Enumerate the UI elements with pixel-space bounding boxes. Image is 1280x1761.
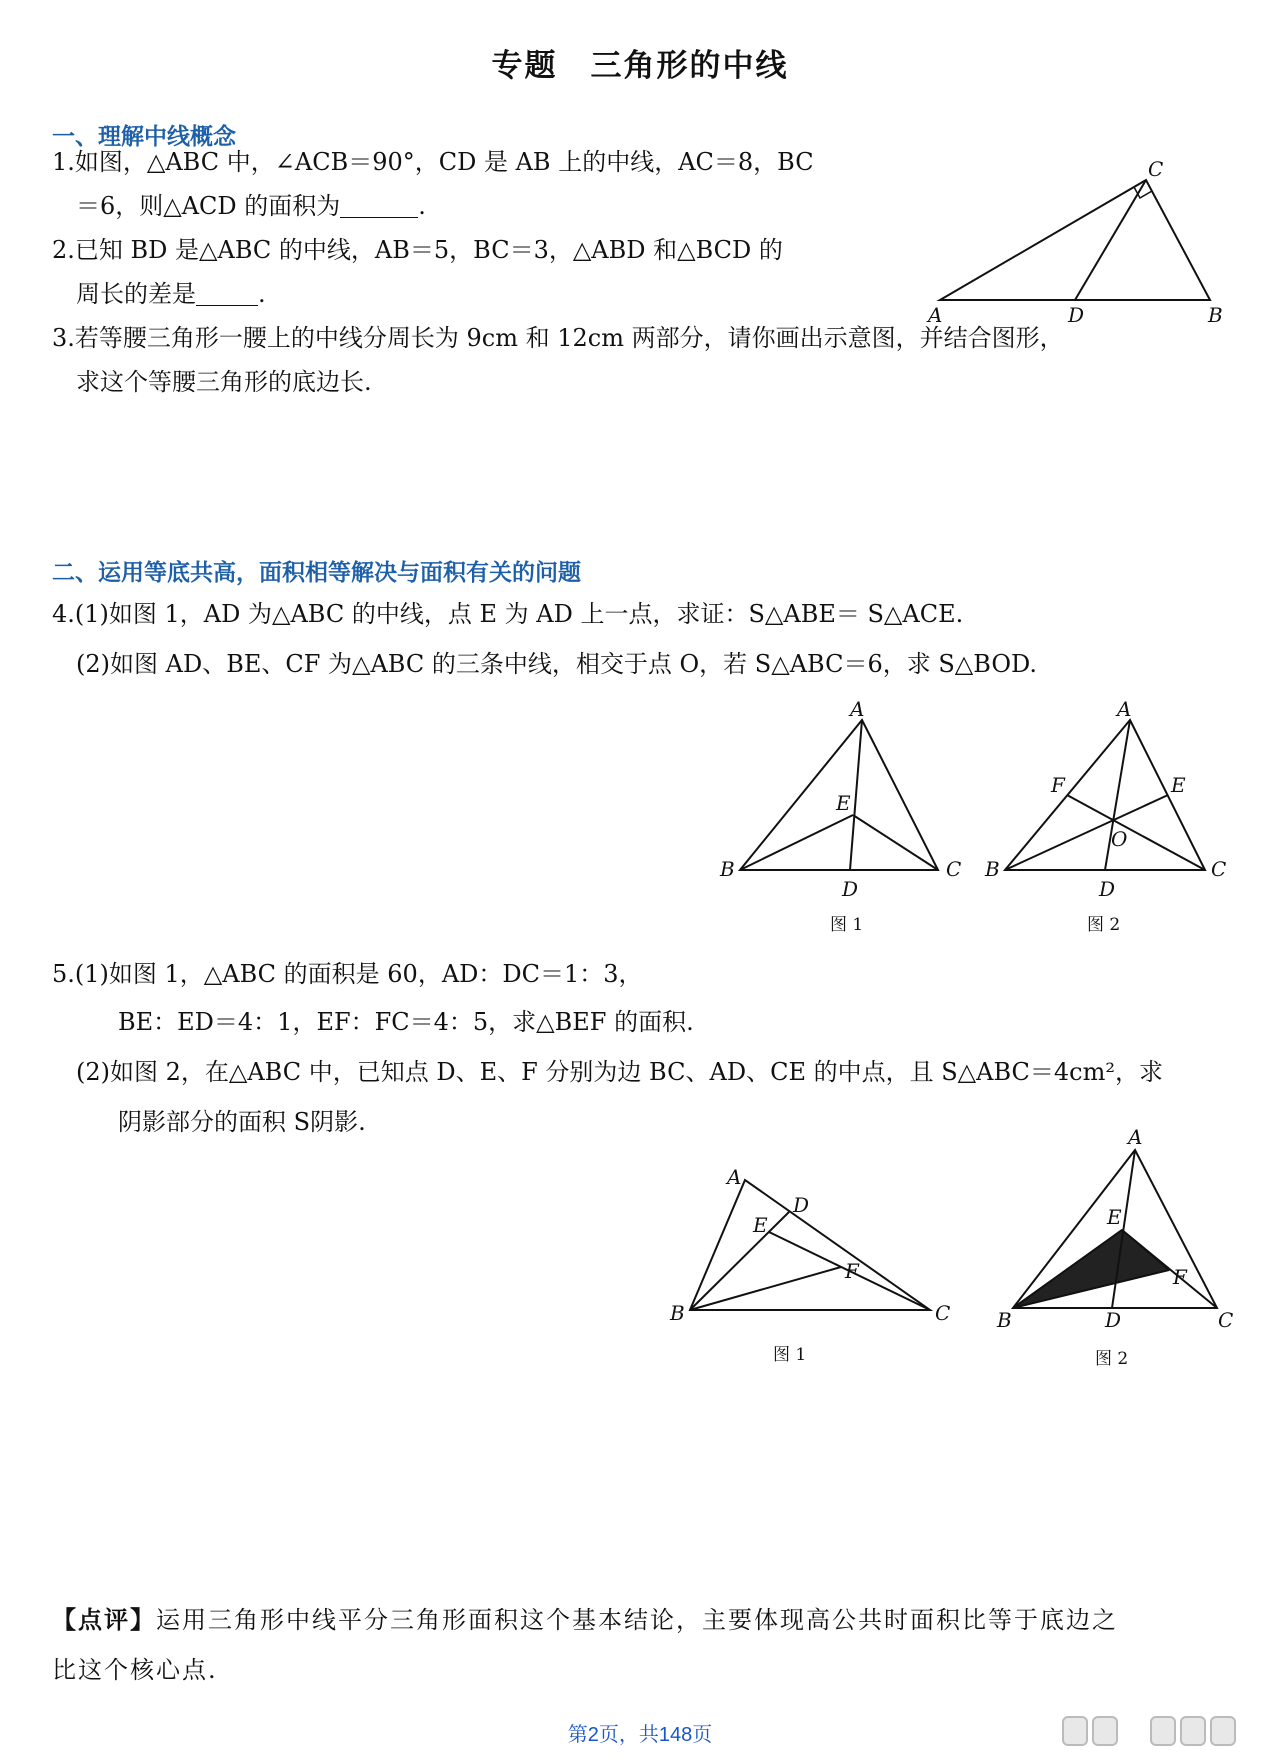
triangle-abc xyxy=(940,180,1210,300)
label-f: F xyxy=(1051,773,1065,797)
label-a: A xyxy=(1128,1125,1143,1149)
label-c: C xyxy=(1218,1308,1234,1332)
question-3-line-2: 求这个等腰三角形的底边长. xyxy=(76,368,372,396)
label-b: B xyxy=(670,1301,685,1325)
question-2-line-1: 2.已知 BD 是△ABC 的中线，AB＝5，BC＝3，△ABD 和△BCD 的 xyxy=(52,236,783,264)
page-title: 专题 三角形的中线 xyxy=(491,48,789,84)
label-d: D xyxy=(1099,877,1116,901)
question-1-period: . xyxy=(418,192,426,220)
viewer-control-icon[interactable] xyxy=(1062,1716,1088,1746)
question-1-line-1: 1.如图，△ABC 中，∠ACB＝90°，CD 是 AB 上的中线，AC＝8，BC xyxy=(52,148,814,176)
viewer-control-icon[interactable] xyxy=(1210,1716,1236,1746)
label-o: O xyxy=(1111,827,1128,851)
label-a: A xyxy=(850,700,865,721)
question-4-part-2: (2)如图 AD、BE、CF 为△ABC 的三条中线，相交于点 O，若 S△ABC＝6，求 S△BOD. xyxy=(76,650,1038,678)
figure-1-caption: 图 1 xyxy=(830,915,864,935)
question-2-line-2 xyxy=(76,278,266,310)
question-1-line-2 xyxy=(76,190,426,222)
label-b: B xyxy=(1208,303,1223,327)
question-4-part-1: 4.(1)如图 1，AD 为△ABC 的中线，点 E 为 AD 上一点，求证：S△ABE＝ S△ACE. xyxy=(52,600,964,628)
label-d: D xyxy=(793,1193,810,1217)
segment-ce xyxy=(853,815,938,870)
figure-2-caption: 图 2 xyxy=(1095,1349,1129,1369)
label-d: D xyxy=(1068,303,1085,327)
page-indicator: 第2页，共148页 xyxy=(567,1724,713,1746)
section-heading-2: 二、运用等底共高，面积相等解决与面积有关的问题 xyxy=(52,560,581,586)
viewer-control-icon[interactable] xyxy=(1092,1716,1118,1746)
label-c: C xyxy=(1148,160,1164,181)
figure-2-caption: 图 2 xyxy=(1087,915,1121,935)
label-e: E xyxy=(836,791,851,815)
label-f: F xyxy=(845,1259,859,1283)
answer-blank-2 xyxy=(196,283,258,306)
viewer-control-icon[interactable] xyxy=(1150,1716,1176,1746)
label-b: B xyxy=(720,857,735,881)
label-a: A xyxy=(1117,700,1132,721)
figure-1-caption: 图 1 xyxy=(773,1345,807,1365)
question-3-line-1: 3.若等腰三角形一腰上的中线分周长为 9cm 和 12cm 两部分，请你画出示意图，并结合图形， xyxy=(52,324,1064,352)
question-5-part-1-line-1: 5.(1)如图 1，△ABC 的面积是 60，AD：DC＝1：3， xyxy=(52,960,643,988)
label-d: D xyxy=(842,877,859,901)
comment-tag: 【点评】 xyxy=(52,1606,156,1634)
label-b: B xyxy=(985,857,1000,881)
section-heading-1: 一、理解中线概念 xyxy=(52,124,236,150)
label-c: C xyxy=(946,857,962,881)
q4-figure-2 xyxy=(975,700,1235,940)
label-b: B xyxy=(997,1308,1012,1332)
label-d: D xyxy=(1105,1308,1122,1332)
label-c: C xyxy=(935,1301,951,1325)
label-c: C xyxy=(1211,857,1227,881)
q4-figure-1 xyxy=(710,700,970,940)
q5-figure-2 xyxy=(995,1120,1245,1380)
comment-line-1 xyxy=(52,1604,1118,1636)
triangle-abc xyxy=(690,1180,930,1310)
shaded-region xyxy=(1013,1230,1169,1308)
figure-right-triangle xyxy=(920,160,1240,330)
question-5-part-2-line-1: (2)如图 2，在△ABC 中，已知点 D、E、F 分别为边 BC、AD、CE 的中点，且 S△ABC＝4cm²，求 xyxy=(76,1058,1163,1086)
median-ad xyxy=(850,720,862,870)
question-2-text: 周长的差是 xyxy=(76,280,196,308)
comment-line-2: 比这个核心点. xyxy=(52,1656,218,1684)
segment-be xyxy=(740,815,853,870)
label-a: A xyxy=(727,1165,742,1189)
label-f: F xyxy=(1173,1265,1187,1289)
viewer-control-icon[interactable] xyxy=(1180,1716,1206,1746)
question-5-part-2-line-2: 阴影部分的面积 S阴影. xyxy=(118,1108,366,1136)
label-e: E xyxy=(753,1213,768,1237)
answer-blank-1 xyxy=(340,195,418,218)
question-1-text: ＝6，则△ACD 的面积为 xyxy=(76,192,341,220)
question-5-part-1-line-2: BE：ED＝4：1，EF：FC＝4：5，求△BEF 的面积. xyxy=(118,1008,694,1036)
label-a: A xyxy=(928,303,943,327)
label-e: E xyxy=(1171,773,1186,797)
median-cd xyxy=(1075,180,1146,300)
label-e: E xyxy=(1107,1205,1122,1229)
comment-text: 运用三角形中线平分三角形面积这个基本结论，主要体现高公共时面积比等于底边之 xyxy=(156,1606,1118,1634)
question-2-period: . xyxy=(258,280,266,308)
q5-figure-1 xyxy=(665,1160,955,1380)
